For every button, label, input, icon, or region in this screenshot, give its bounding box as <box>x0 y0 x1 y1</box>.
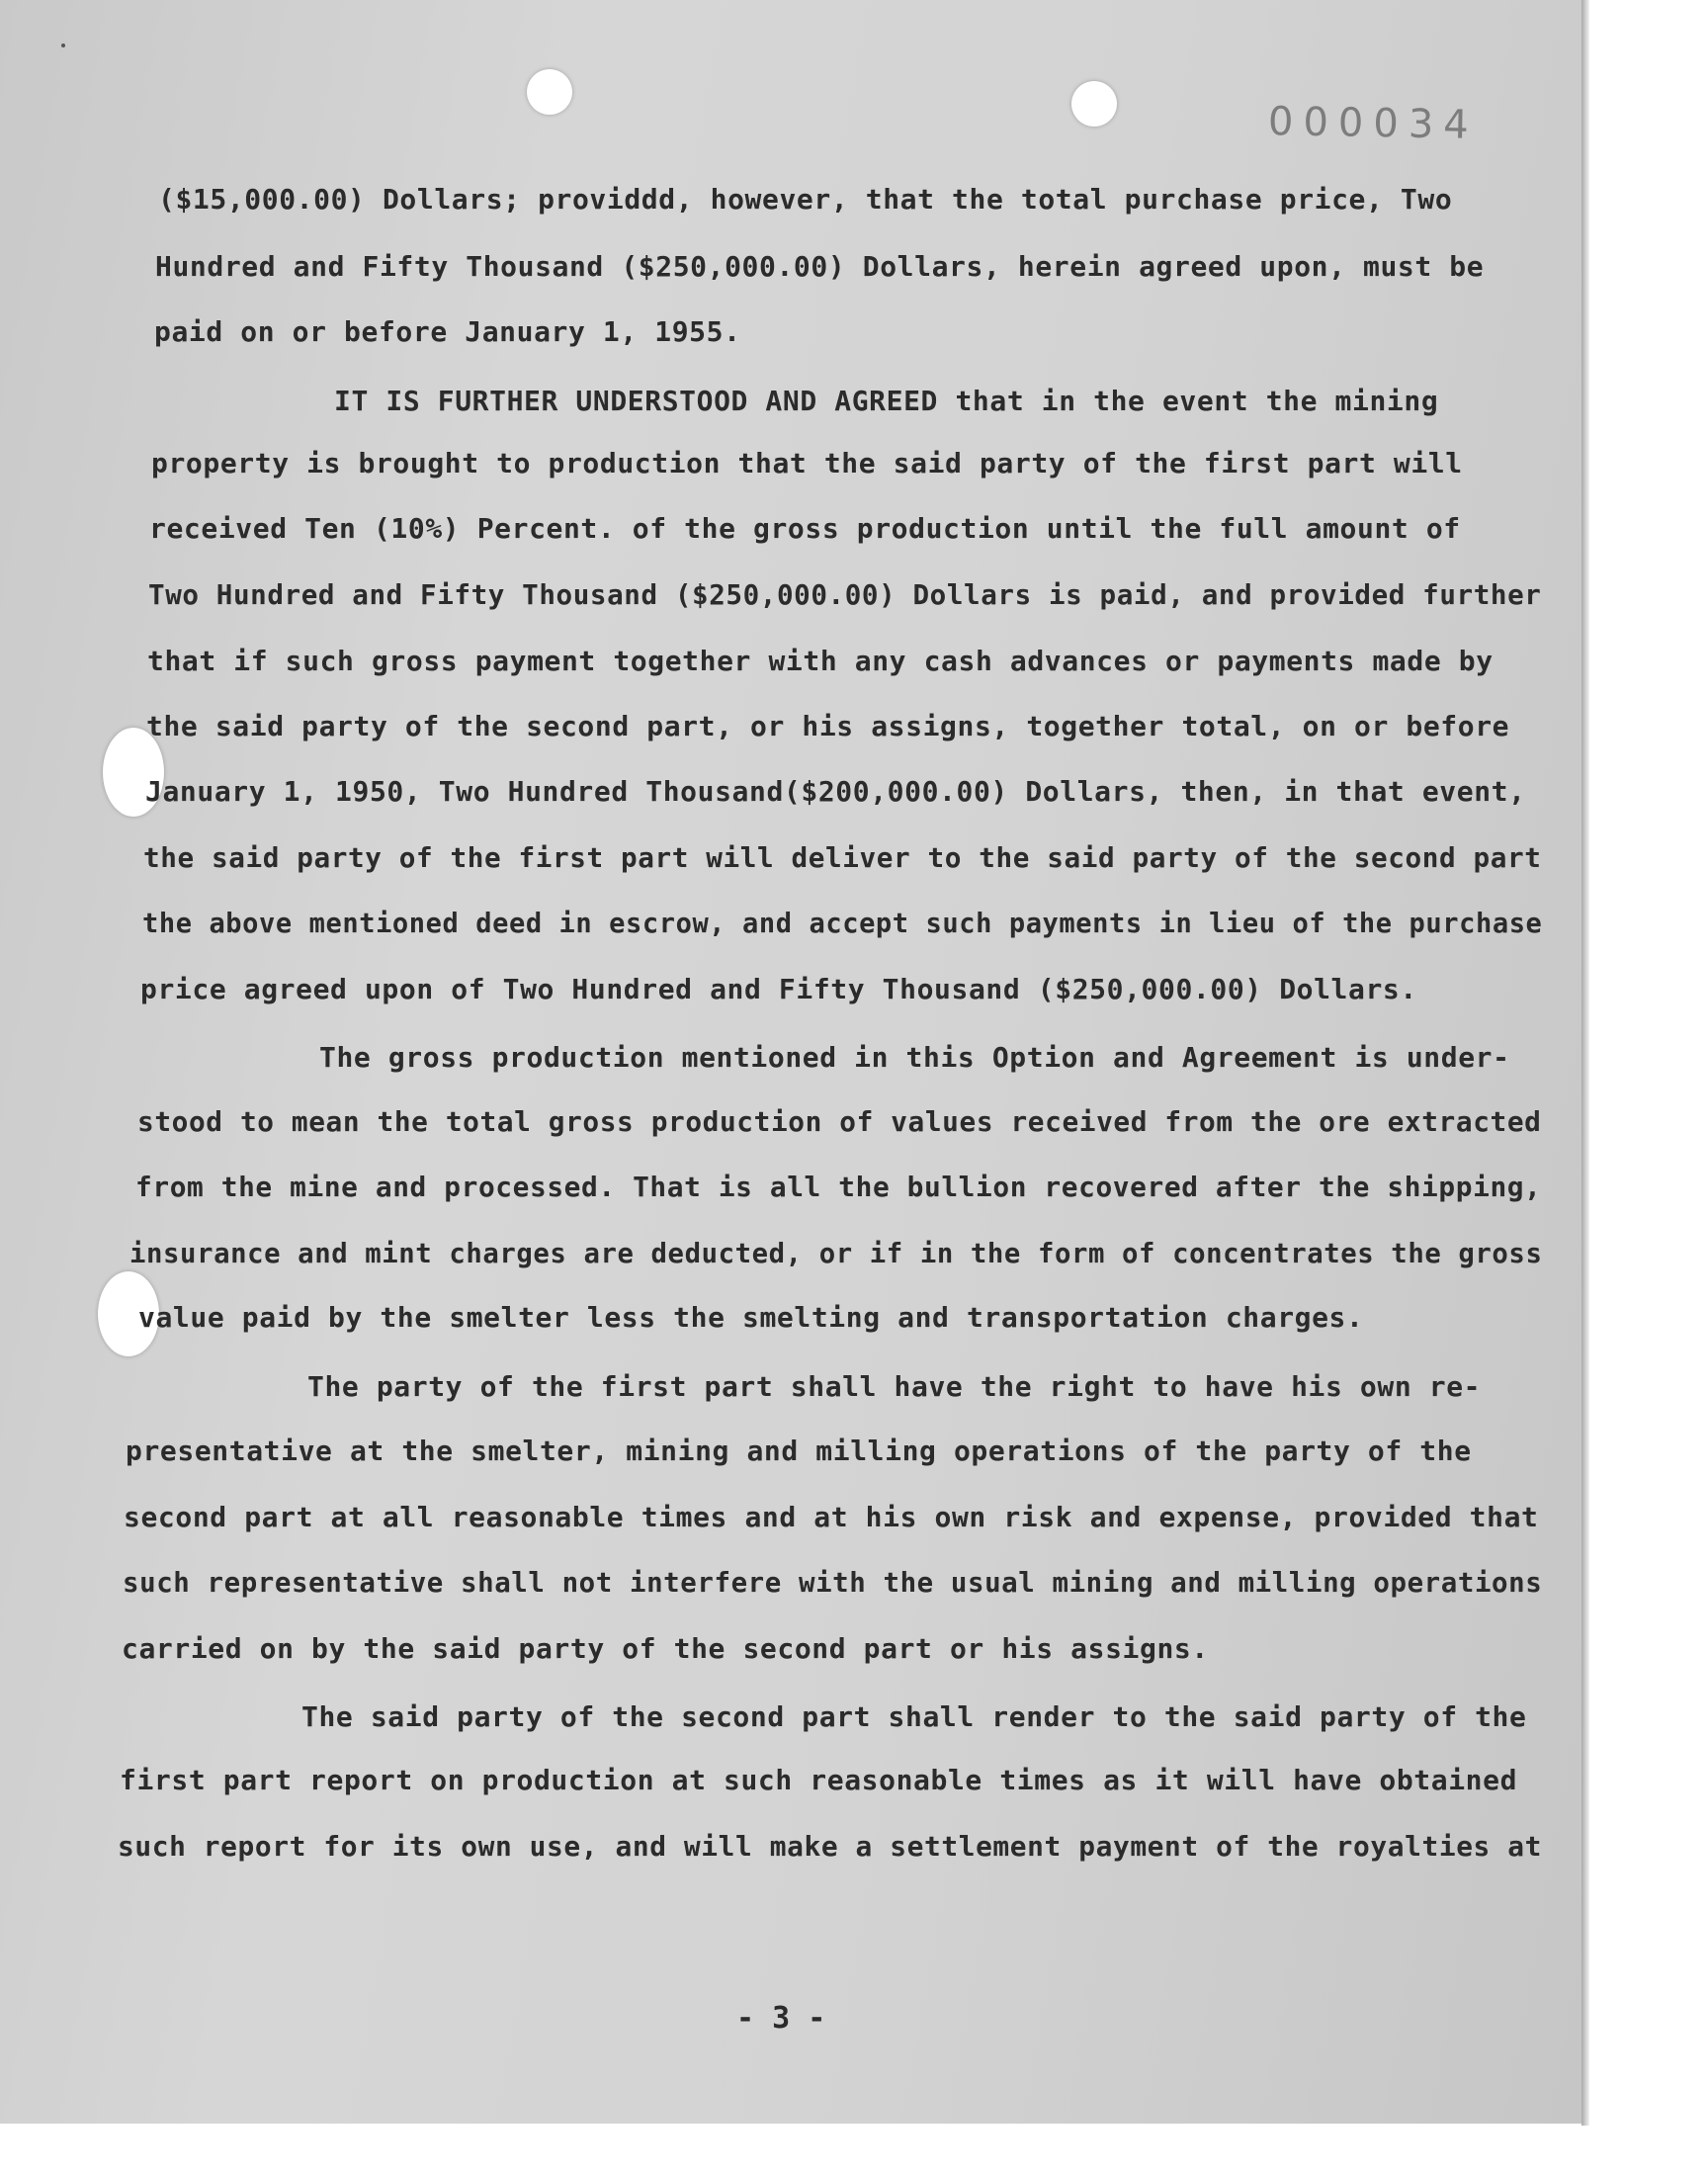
text-line: insurance and mint charges are deducted, or if in the form of concentrates the gross <box>129 1237 1543 1269</box>
punch-hole <box>527 69 572 115</box>
text-line: The party of the first part shall have the right to have his own re- <box>307 1370 1482 1403</box>
text-line: carried on by the said party of the second part or his assigns. <box>122 1632 1209 1665</box>
page-number: - 3 - <box>736 2001 826 2036</box>
text-line: the above mentioned deed in escrow, and accept such payments in lieu of the purchase <box>142 907 1543 939</box>
text-line: such report for its own use, and will make a settlement payment of the royalties at <box>118 1830 1542 1863</box>
document-number-stamp: 000034 <box>1267 99 1480 148</box>
text-line: received Ten (10%) Percent. of the gross production until the full amount of <box>149 512 1461 545</box>
text-line: price agreed upon of Two Hundred and Fifty Thousand ($250,000.00) Dollars. <box>140 973 1417 1005</box>
text-line: IT IS FURTHER UNDERSTOOD AND AGREED that in the event the mining <box>334 385 1439 417</box>
text-line: Two Hundred and Fifty Thousand ($250,000.00) Dollars is paid, and provided further <box>148 578 1542 611</box>
text-line: the said party of the second part, or his assigns, together total, on or before <box>146 710 1510 742</box>
text-line: property is brought to production that the said party of the first part will <box>151 447 1463 479</box>
text-line: such representative shall not interfere with the usual mining and milling operations <box>123 1566 1543 1599</box>
text-line: The said party of the second part shall render to the said party of the <box>301 1700 1527 1733</box>
text-line: paid on or before January 1, 1955. <box>154 315 741 348</box>
text-line: Hundred and Fifty Thousand ($250,000.00) Dollars, herein agreed upon, must be <box>155 250 1485 283</box>
text-line: January 1, 1950, Two Hundred Thousand($200,000.00) Dollars, then, in that event, <box>145 775 1526 808</box>
text-line: that if such gross payment together with any cash advances or payments made by <box>147 645 1494 677</box>
punch-hole <box>1071 81 1117 127</box>
text-line: The gross production mentioned in this Option and Agreement is under- <box>319 1041 1510 1074</box>
text-line: stood to mean the total gross production of values received from the ore extracted <box>137 1105 1542 1138</box>
text-line: presentative at the smelter, mining and milling operations of the party of the <box>126 1435 1472 1467</box>
text-line: from the mine and processed. That is all the bullion recovered after the shipping, <box>135 1171 1542 1203</box>
scan-speck <box>61 44 65 47</box>
text-line: value paid by the smelter less the smelting and transportation charges. <box>138 1301 1364 1334</box>
text-line: first part report on production at such reasonable times as it will have obtained <box>120 1764 1518 1796</box>
text-line: second part at all reasonable times and at his own risk and expense, provided that <box>124 1501 1539 1533</box>
text-line: ($15,000.00) Dollars; providdd, however, that the total purchase price, Two <box>158 183 1453 216</box>
page-edge-shadow <box>1581 0 1589 2126</box>
text-line: the said party of the first part will deliver to the said party of the second part <box>143 841 1542 874</box>
